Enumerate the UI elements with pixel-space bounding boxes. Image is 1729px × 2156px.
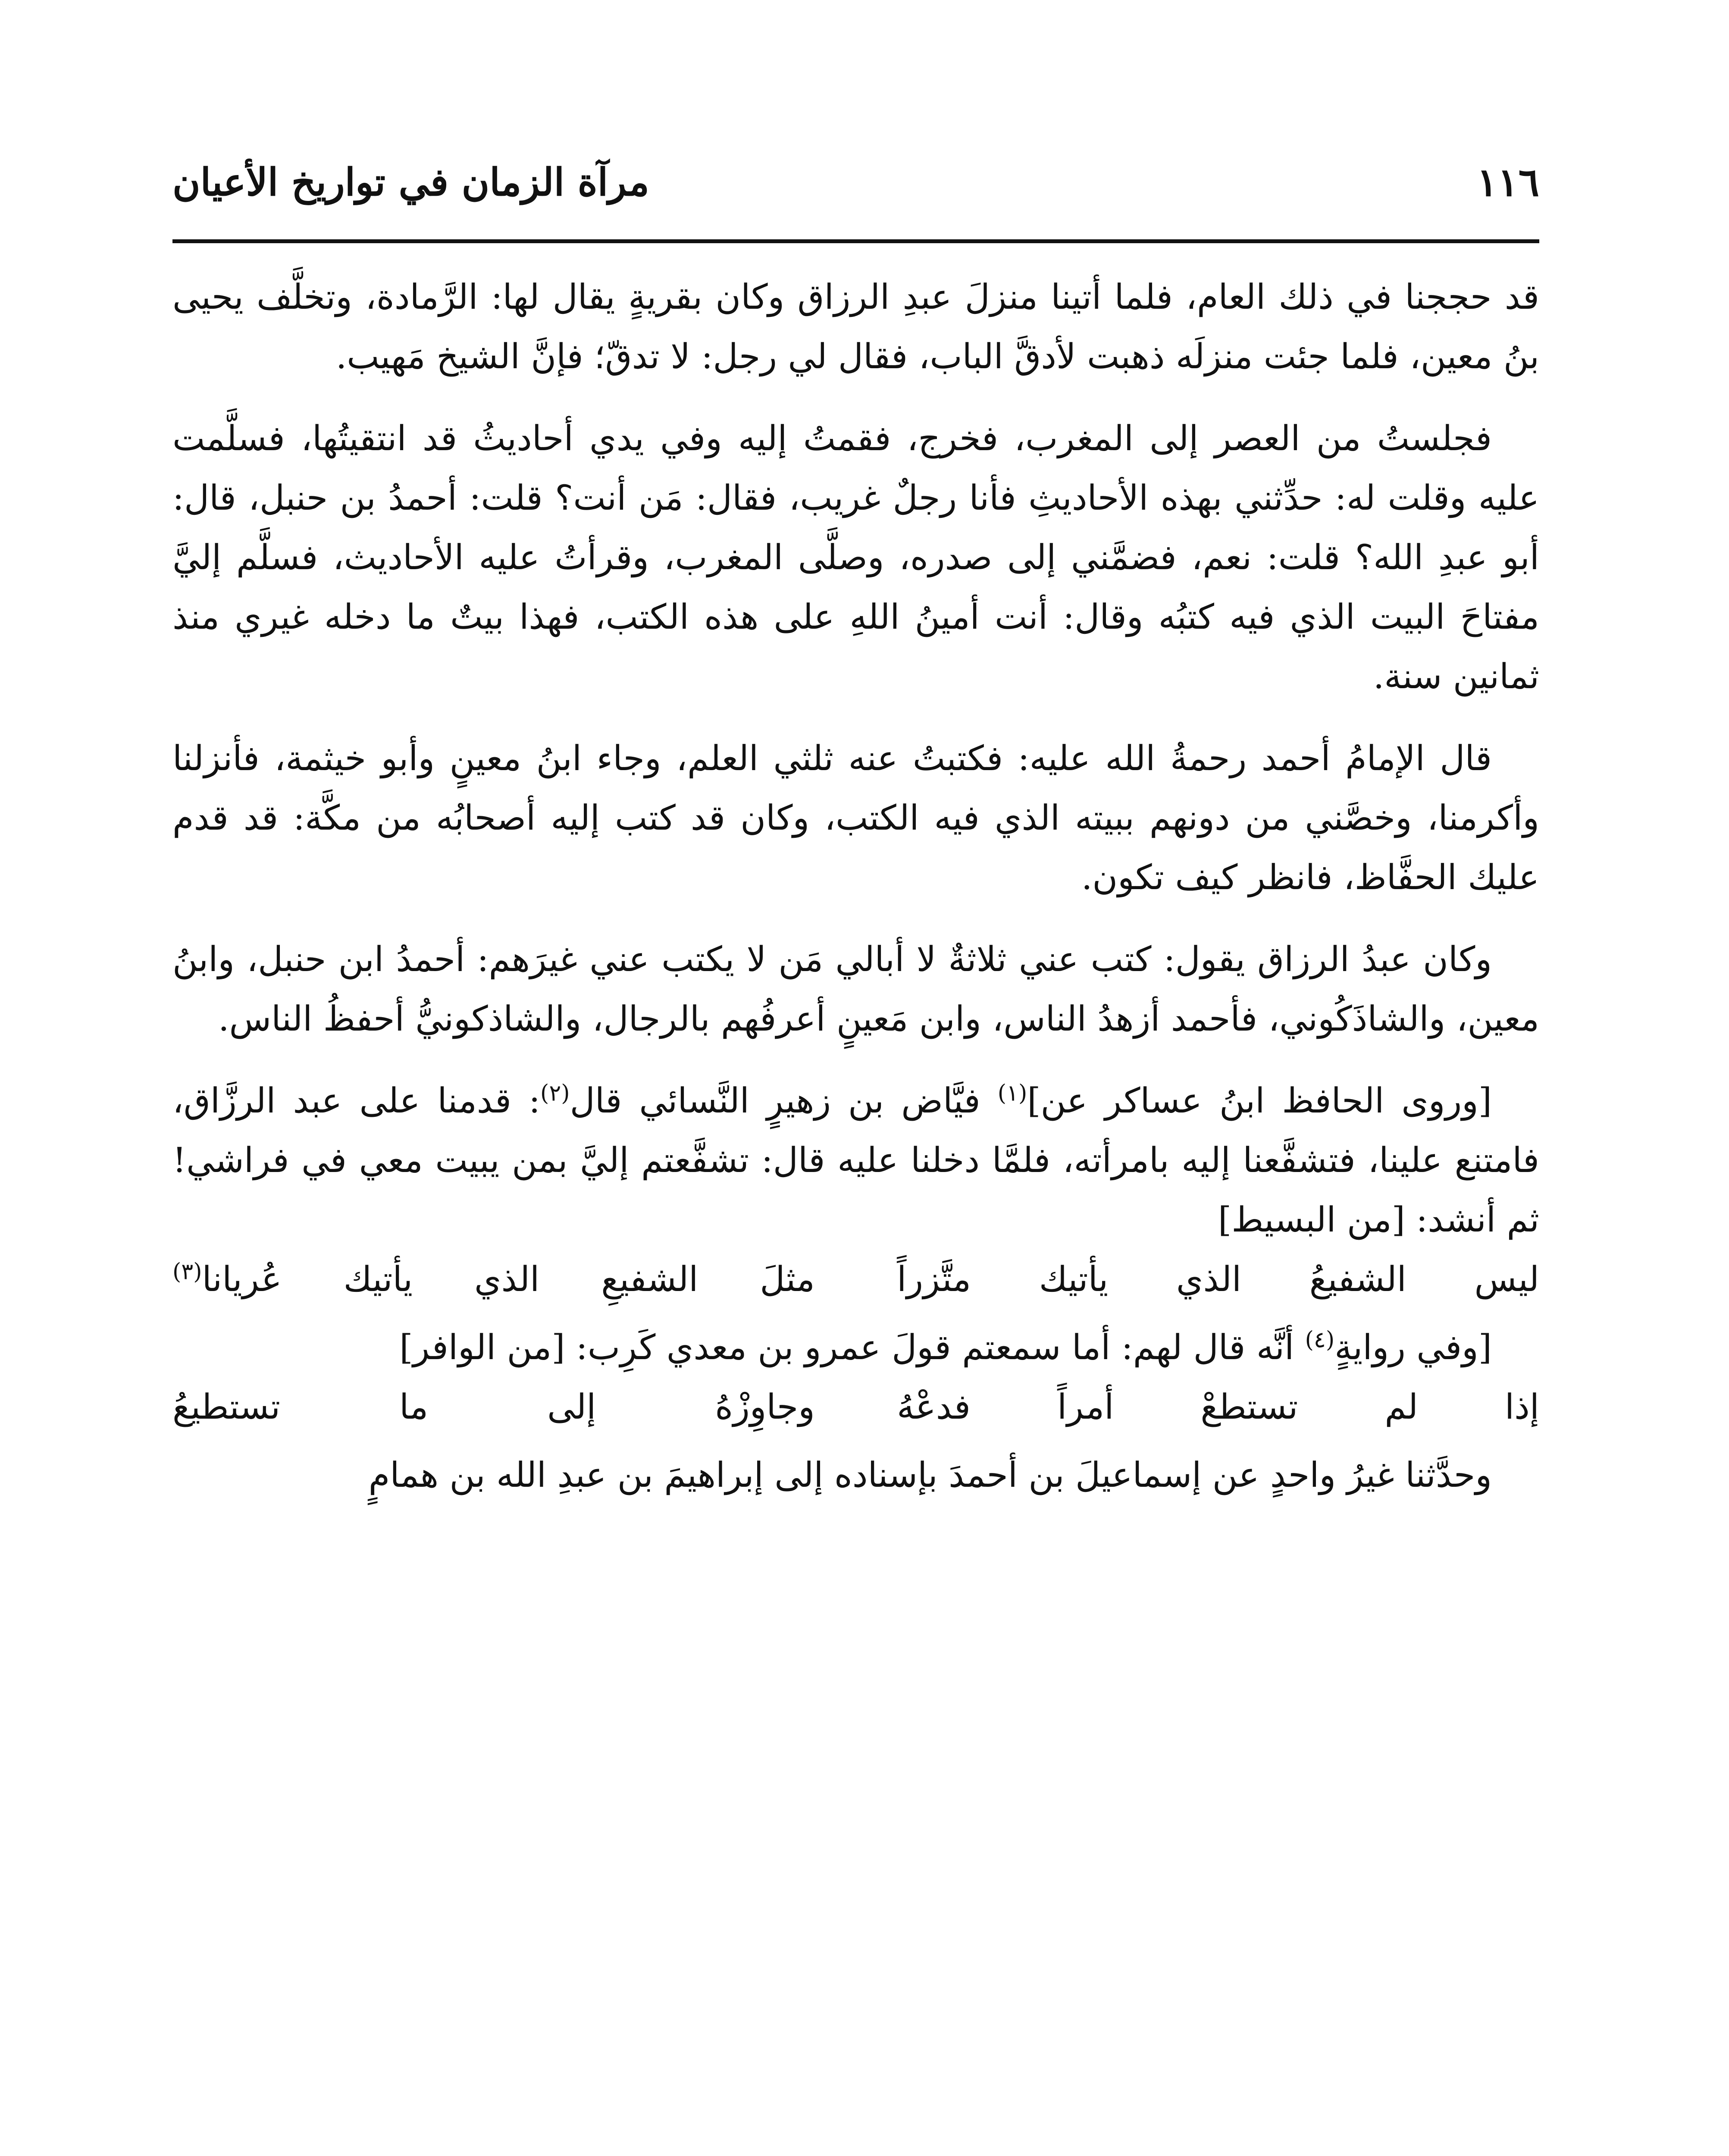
paragraph-6-part-a: [وفي روايةٍ: [1334, 1327, 1492, 1367]
verse-2: [172, 1377, 1539, 1437]
page-header: [172, 129, 1539, 229]
verse-1-second-hemistich: [172, 1250, 815, 1309]
paragraph-6-part-b: أنَّه قال لهم: أما سمعتم قولَ عمرو بن معدي كَرِب: [من الوافر]: [399, 1327, 1305, 1367]
running-title: مرآة الزمان في تواريخ الأعيان: [172, 160, 649, 204]
paragraph-4: وكان عبدُ الرزاق يقول: كتب عني ثلاثةٌ لا أبالي مَن لا يكتب عني غيرَهم: أحمدُ ابن حنبل، وابنُ معين، والشاذَكُوني، فأحمد أزهدُ الناس، وابن مَعينٍ أعرفُهم بالرجال، والشاذكونيُّ أحفظُ الناس.: [172, 939, 1539, 1039]
paragraph-2: فجلستُ من العصر إلى المغرب، فخرج، فقمتُ إليه وفي يدي أحاديثُ قد انتقيتُها، فسلَّمت عليه وقلت له: حدِّثني بهذه الأحاديثِ فأنا رجلٌ غريب، فقال: مَن أنت؟ قلت: أحمدُ بن حنبل، قال: أبو عبدِ الله؟ قلت: نعم، فضمَّني إلى صدره، وصلَّى المغرب، وقرأتُ عليه الأحاديث، فسلَّم إليَّ مفتاحَ البيت الذي فيه كتبُه وقال: أنت أمينُ اللهِ على هذه الكتب، فهذا بيتٌ ما دخله غيري منذ ثمانين سنة.: [172, 418, 1539, 696]
verse-1: [172, 1250, 1539, 1309]
verse-1-second-hemistich-text: مثلَ الشفيعِ الذي يأتيك عُريانا: [202, 1259, 815, 1299]
paragraph-3: قال الإمامُ أحمد رحمةُ الله عليه: فكتبتُ عنه ثلثي العلم، وجاء ابنُ معينٍ وأبو خيثمة، فأنزلنا وأكرمنا، وخصَّني من دونهم ببيته الذي فيه الكتب، وكان قد كتب إليه أصحابُه من مكَّة: قد قدم عليك الحفَّاظ، فانظر كيف تكون.: [172, 738, 1539, 897]
main-text: [172, 267, 1539, 1505]
paragraph-5-part-b: فيَّاض بن زهيرٍ النَّسائي قال: [570, 1081, 998, 1121]
paragraph-6: [172, 1318, 1539, 1377]
paragraph-5: [172, 1071, 1539, 1250]
paragraph-5-part-c: : قدمنا على عبد الرزَّاق، فامتنع علينا، فتشفَّعنا إليه بامرأته، فلمَّا دخلنا عليه قال: تشفَّعتم إليَّ بمن يبيت معي في فراشي! ثم أنشد: [من البسيط]: [172, 1081, 1539, 1240]
verse-2-second-hemistich: وجاوِزْهُ إلى ما تستطيعُ: [172, 1387, 815, 1427]
header-rule: [172, 239, 1539, 243]
verse-2-first-hemistich: إذا لم تستطعْ أمراً فدعْهُ: [897, 1387, 1539, 1427]
verse-1-first-hemistich: ليس الشفيعُ الذي يأتيك متَّزراً: [897, 1259, 1539, 1299]
paragraph-7: وحدَّثنا غيرُ واحدٍ عن إسماعيلَ بن أحمدَ بإسناده إلى إبراهيمَ بن عبدِ الله بن همامٍ: [368, 1455, 1492, 1495]
paragraph-1: قد حججنا في ذلك العام، فلما أتينا منزلَ عبدِ الرزاق وكان بقريةٍ يقال لها: الرَّمادة، وتخلَّف يحيى بنُ معين، فلما جئت منزلَه ذهبت لأدقَّ الباب، فقال لي رجل: لا تدقّ؛ فإنَّ الشيخ مَهيب.: [172, 277, 1539, 376]
paragraph-5-part-a: [وروى الحافظ ابنُ عساكر عن]: [1027, 1081, 1492, 1121]
footnote-ref-1: (١): [997, 1080, 1027, 1106]
footnote-ref-2: (٢): [540, 1080, 570, 1106]
footnote-ref-3: (٣): [172, 1259, 202, 1285]
page-number: ١١٦: [1476, 160, 1539, 205]
footnote-ref-4: (٤): [1305, 1327, 1335, 1353]
